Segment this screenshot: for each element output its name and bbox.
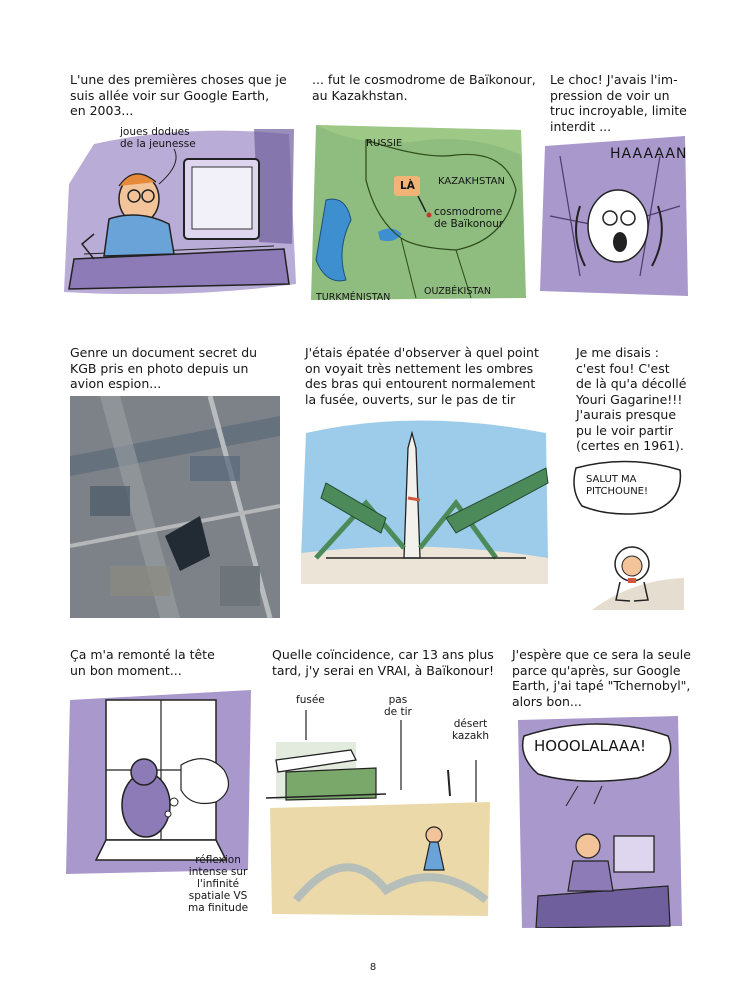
caption-panel-7: Ça m'a remonté la tête un bon moment... [70,647,215,678]
panel-6-gagarin [572,460,684,610]
rocket-drawing [296,408,552,584]
map-label-kazakhstan: KAZAKHSTAN [438,176,505,187]
caption-panel-3: Le choc! J'avais l'im- pression de voir un truc incroyable, limite interdit ... [550,72,687,134]
map-label-la: LÀ [400,180,415,192]
caption-panel-2: ... fut le cosmodrome de Baïkonour, au Kazakhstan. [312,72,536,103]
panel-4-satellite [70,396,280,618]
satellite-photo [70,396,280,618]
label-fusee: fusée [296,694,325,706]
bubble-hoolala: HOOOLALAAA! [534,737,646,755]
label-chubby-cheeks: joues dodues de la jeunesse [120,126,196,150]
panel-8-desert [266,690,494,918]
bubble-salut: SALUT MA PITCHOUNE! [586,474,649,497]
panel-7-window [66,690,256,920]
panel-5-launchpad [296,408,552,584]
map-label-russia: RUSSIE [366,138,403,149]
label-reflexion: réflexion intense sur l'infinité spatiale VS ma finitude [188,854,249,914]
label-pas-de-tir: pas de tir [384,694,412,718]
page-number: 8 [369,962,377,973]
panel-9-chernobyl [518,716,682,928]
panel-2-map [306,120,532,304]
map-label-cosmodrome: cosmodrome de Baïkonour [434,206,504,230]
caption-panel-8: Quelle coïncidence, car 13 ans plus tard, j'y serai en VRAI, à Baïkonour! [272,647,495,678]
panel-1-computer [64,124,296,294]
caption-panel-1: L'une des premières choses que je suis allée voir sur Google Earth, en 2003... [70,72,287,118]
sfx-scream: HAAAAAN [610,146,688,162]
panel-3-shock [540,136,688,296]
caption-panel-4: Genre un document secret du KGB pris en photo depuis un avion espion... [70,345,258,391]
map-label-turkmenistan: TURKMÉNISTAN [316,292,391,303]
caption-panel-6: Je me disais : c'est fou! C'est de là qu'a décollé Youri Gagarine!!! J'aurais presque pu le voir partir (certes en 1961). [576,345,687,453]
map-label-ouzbekistan: OUZBÉKISTAN [424,286,492,297]
caption-panel-9: J'espère que ce sera la seule parce qu'après, sur Google Earth, j'ai tapé "Tchernobyl", alors bon... [512,647,691,709]
label-desert: désert kazakh [452,718,490,742]
caption-panel-5: J'étais épatée d'observer à quel point on voyait très nettement les ombres des bras qui entourent normalement la fusée, ouverts, sur le pas de tir [305,345,539,407]
